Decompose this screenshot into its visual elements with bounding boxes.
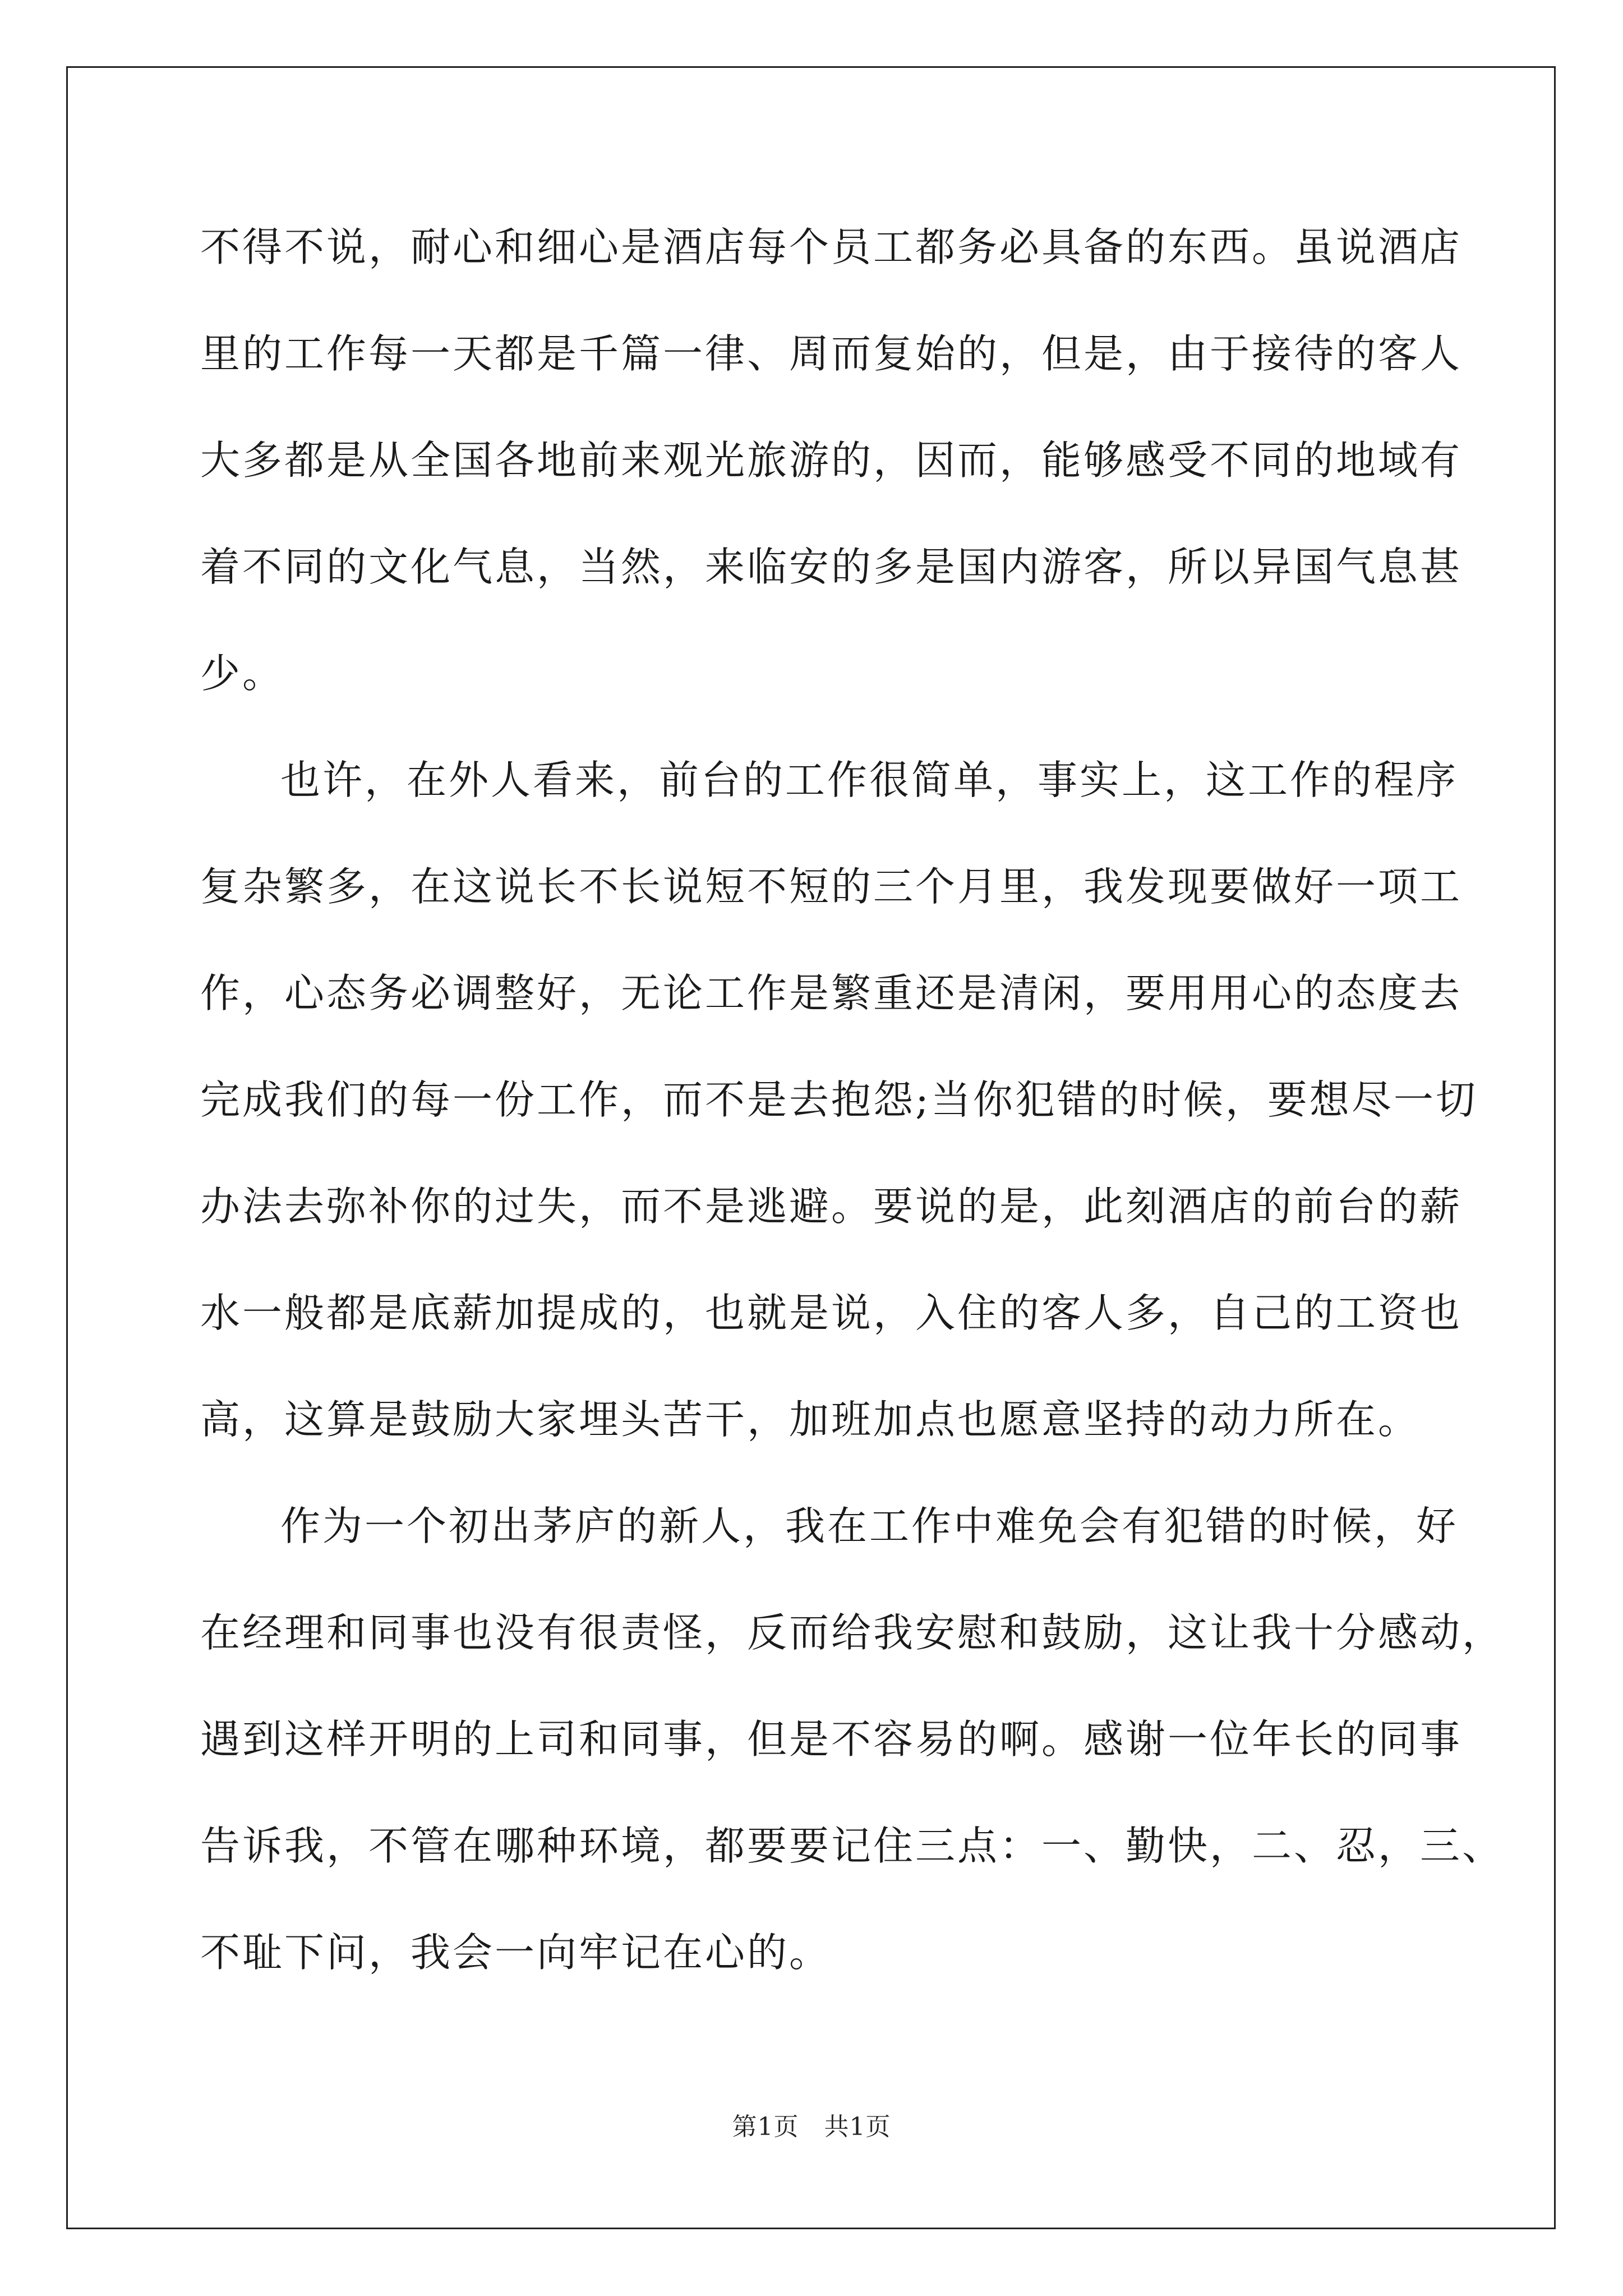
text-line: 也许，在外人看来，前台的工作很简单，事实上，这工作的程序 (280, 757, 1459, 803)
page-border (66, 66, 1556, 2229)
text-line: 办法去弥补你的过失，而不是逃避。要说的是，此刻酒店的前台的薪 (200, 1183, 1463, 1230)
text-line: 里的工作每一天都是千篇一律、周而复始的，但是，由于接待的客人 (200, 330, 1463, 377)
text-line: 完成我们的每一份工作，而不是去抱怨;当你犯错的时候，要想尽一切 (200, 1076, 1478, 1123)
text-line: 少。 (200, 650, 285, 697)
text-line: 不得不说，耐心和细心是酒店每个员工都务必具备的东西。虽说酒店 (200, 224, 1463, 270)
text-line: 不耻下问，我会一向牢记在心的。 (200, 1929, 832, 1976)
text-line: 着不同的文化气息，当然，来临安的多是国内游客，所以异国气息甚 (200, 544, 1463, 590)
text-line: 水一般都是底薪加提成的，也就是说，入住的客人多，自己的工资也 (200, 1290, 1463, 1336)
text-line: 告诉我，不管在哪种环境，都要要记住三点：一、勤快，二、忍，三、 (200, 1823, 1505, 1869)
text-line: 高，这算是鼓励大家埋头苦干，加班加点也愿意坚持的动力所在。 (200, 1396, 1421, 1443)
text-line: 复杂繁多，在这说长不长说短不短的三个月里，我发现要做好一项工 (200, 863, 1463, 910)
text-line: 在经理和同事也没有很责怪，反而给我安慰和鼓励，这让我十分感动， (200, 1609, 1505, 1656)
page-footer: 第1页 共1页 (732, 2113, 891, 2141)
text-line: 遇到这样开明的上司和同事，但是不容易的啊。感谢一位年长的同事 (200, 1716, 1463, 1763)
text-line: 大多都是从全国各地前来观光旅游的，因而，能够感受不同的地域有 (200, 437, 1463, 484)
text-line: 作，心态务必调整好，无论工作是繁重还是清闲，要用用心的态度去 (200, 970, 1463, 1016)
text-line: 作为一个初出茅庐的新人，我在工作中难免会有犯错的时候，好 (280, 1503, 1459, 1549)
